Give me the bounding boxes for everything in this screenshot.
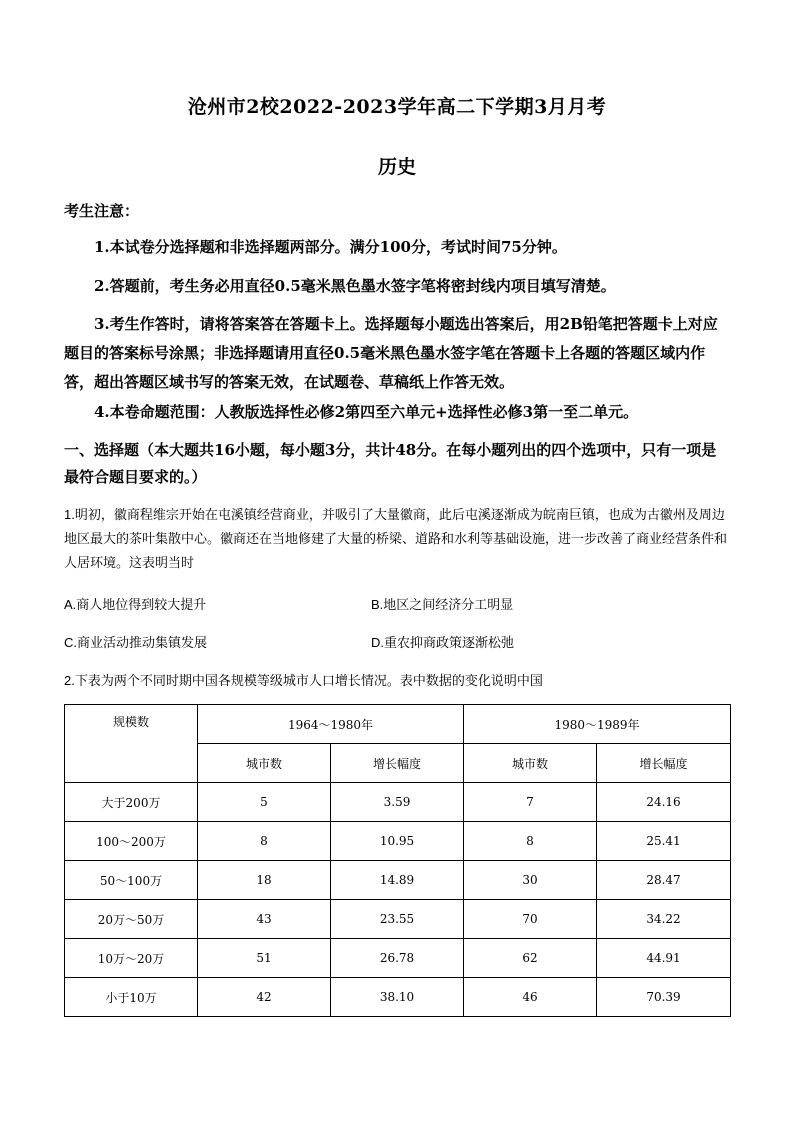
table-cell: 10万～20万 bbox=[65, 939, 198, 978]
table-cell: 43 bbox=[198, 900, 331, 939]
table-cell: 18 bbox=[198, 861, 331, 900]
table-cell: 34.22 bbox=[597, 900, 731, 939]
table-cell: 42 bbox=[198, 978, 331, 1017]
table-row bbox=[65, 822, 731, 861]
subject-title: 历史 bbox=[377, 156, 416, 178]
table-cell: 26.78 bbox=[331, 939, 464, 978]
table-cell: 38.10 bbox=[331, 978, 464, 1017]
notice-item-1: 1.本试卷分选择题和非选择题两部分。满分100分，考试时间75分钟。 bbox=[94, 238, 567, 256]
notice-item-3: 3.考生作答时，请将答案答在答题卡上。选择题每小题选出答案后，用2B铅笔把答题卡上对应题目的答案标号涂黑；非选择题请用直径0.5毫米黑色墨水签字笔在答题卡上各题的答题区域内作答，超出答题区域书写的答案无效，在试题卷、草稿纸上作答无效。 bbox=[64, 315, 718, 391]
question-2-stem: 2.下表为两个不同时期中国各规模等级城市人口增长情况。表中数据的变化说明中国 bbox=[64, 673, 543, 688]
table-row bbox=[65, 861, 731, 900]
table-corner-label: 规模数 bbox=[65, 705, 198, 783]
table-row bbox=[65, 939, 731, 978]
table-cell: 100～200万 bbox=[65, 822, 198, 861]
table-cell: 51 bbox=[198, 939, 331, 978]
table-cell: 46 bbox=[464, 978, 597, 1017]
table-cell: 70 bbox=[464, 900, 597, 939]
question-1-option-a: A.商人地位得到较大提升 bbox=[64, 597, 207, 612]
table-cell: 62 bbox=[464, 939, 597, 978]
table-header-row bbox=[65, 705, 731, 744]
table-cell: 23.55 bbox=[331, 900, 464, 939]
table-subheader: 城市数 bbox=[464, 744, 597, 783]
question-1-option-d: D.重农抑商政策逐渐松弛 bbox=[371, 635, 515, 650]
table-row bbox=[65, 978, 731, 1017]
notice-item-4: 4.本卷命题范围：人教版选择性必修2第四至六单元+选择性必修3第一至二单元。 bbox=[94, 403, 639, 421]
table-cell: 70.39 bbox=[597, 978, 731, 1017]
city-population-table bbox=[64, 704, 731, 1017]
table-period-1: 1964～1980年 bbox=[198, 705, 464, 744]
table-cell: 14.89 bbox=[331, 861, 464, 900]
question-1-option-c: C.商业活动推动集镇发展 bbox=[64, 635, 208, 650]
table-cell: 8 bbox=[464, 822, 597, 861]
table-period-2: 1980～1989年 bbox=[464, 705, 731, 744]
table-subheader: 城市数 bbox=[198, 744, 331, 783]
exam-title: 沧州市2校2022-2023学年高二下学期3月月考 bbox=[187, 96, 607, 118]
table-cell: 20万～50万 bbox=[65, 900, 198, 939]
table-cell: 小于10万 bbox=[65, 978, 198, 1017]
table-row bbox=[65, 900, 731, 939]
table-cell: 28.47 bbox=[597, 861, 731, 900]
table-cell: 44.91 bbox=[597, 939, 731, 978]
notice-item-2: 2.答题前，考生务必用直径0.5毫米黑色墨水签字笔将密封线内项目填写清楚。 bbox=[94, 277, 616, 295]
table-cell: 50～100万 bbox=[65, 861, 198, 900]
section-heading: 一、选择题（本大题共16小题，每小题3分，共计48分。在每小题列出的四个选项中，只有一项是最符合题目要求的。） bbox=[64, 441, 717, 486]
question-1-stem: 1.明初，徽商程维宗开始在屯溪镇经营商业，并吸引了大量徽商，此后屯溪逐渐成为皖南巨镇，也成为古徽州及周边地区最大的茶叶集散中心。徽商还在当地修建了大量的桥梁、道路和水利等基础设施，进一步改善了商业经营条件和人居环境。这表明当时 bbox=[64, 507, 728, 570]
table-cell: 3.59 bbox=[331, 783, 464, 822]
table-subheader: 增长幅度 bbox=[597, 744, 731, 783]
table-cell: 24.16 bbox=[597, 783, 731, 822]
table-cell: 25.41 bbox=[597, 822, 731, 861]
table-cell: 10.95 bbox=[331, 822, 464, 861]
question-1-option-b: B.地区之间经济分工明显 bbox=[371, 597, 514, 612]
table-cell: 大于200万 bbox=[65, 783, 198, 822]
table-cell: 7 bbox=[464, 783, 597, 822]
table-subheader: 增长幅度 bbox=[331, 744, 464, 783]
table-cell: 8 bbox=[198, 822, 331, 861]
table-row bbox=[65, 783, 731, 822]
table-cell: 5 bbox=[198, 783, 331, 822]
table-cell: 30 bbox=[464, 861, 597, 900]
notice-heading: 考生注意： bbox=[64, 202, 140, 220]
